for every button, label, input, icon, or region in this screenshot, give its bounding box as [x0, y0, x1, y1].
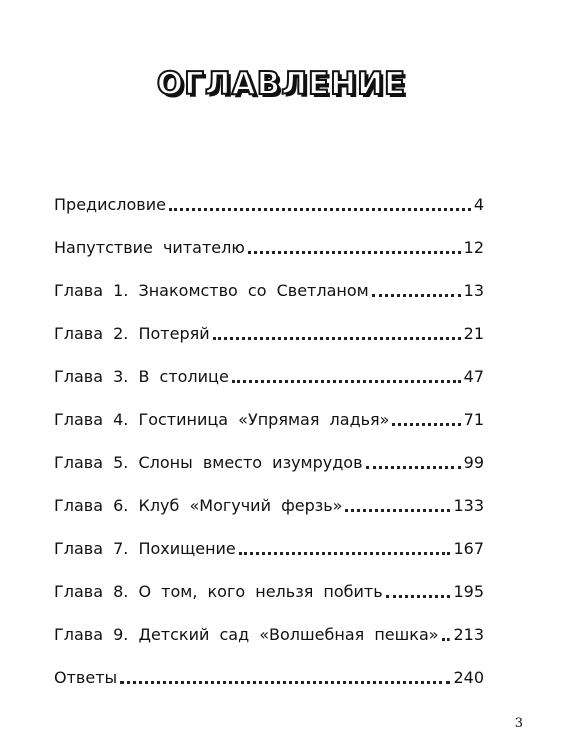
toc-entry[interactable] — [54, 559, 484, 602]
toc-entry[interactable] — [54, 172, 484, 215]
toc-entry-label: Глава 3. В столице — [54, 367, 229, 386]
table-of-contents — [54, 172, 484, 688]
toc-entry[interactable] — [54, 344, 484, 387]
page-title: ОГЛАВЛЕНИЕ — [156, 66, 407, 102]
dot-leader — [442, 628, 451, 641]
toc-entry-page: 13 — [463, 281, 484, 300]
toc-entry-page: 99 — [463, 453, 484, 472]
toc-entry[interactable] — [54, 516, 484, 559]
toc-entry-label: Напутствие читателю — [54, 238, 245, 257]
dot-leader — [248, 241, 461, 254]
toc-entry-label: Глава 7. Похищение — [54, 539, 236, 558]
toc-entry-label: Глава 5. Слоны вместо изумрудов — [54, 453, 363, 472]
toc-entry-label: Глава 2. Потеряй — [54, 324, 210, 343]
dot-leader — [386, 585, 451, 598]
dot-leader — [232, 370, 461, 383]
toc-entry-label: Глава 8. О том, кого нельзя побить — [54, 582, 383, 601]
dot-leader — [120, 671, 450, 684]
toc-entry-page: 21 — [463, 324, 484, 343]
toc-entry-page: 195 — [453, 582, 484, 601]
dot-leader — [366, 456, 461, 469]
toc-entry[interactable] — [54, 602, 484, 645]
toc-entry-label: Ответы — [54, 668, 118, 687]
page-number: 3 — [514, 716, 523, 731]
toc-entry[interactable] — [54, 387, 484, 430]
toc-entry-page: 213 — [453, 625, 484, 644]
dot-leader — [372, 284, 461, 297]
toc-entry-page: 240 — [453, 668, 484, 687]
toc-entry-label: Предисловие — [54, 195, 166, 214]
toc-entry-label: Глава 6. Клуб «Могучий ферзь» — [54, 496, 343, 515]
toc-entry-page: 167 — [453, 539, 484, 558]
toc-entry-page: 4 — [473, 195, 484, 214]
dot-leader — [345, 499, 450, 512]
toc-entry[interactable] — [54, 430, 484, 473]
toc-entry-page: 12 — [463, 238, 484, 257]
toc-entry-label: Глава 9. Детский сад «Волшебная пешка» — [54, 625, 439, 644]
toc-entry-page: 133 — [453, 496, 484, 515]
toc-entry-label: Глава 4. Гостиница «Упрямая ладья» — [54, 410, 390, 429]
dot-leader — [213, 327, 461, 340]
toc-entry[interactable] — [54, 473, 484, 516]
dot-leader — [239, 542, 451, 555]
toc-entry[interactable] — [54, 258, 484, 301]
toc-entry-label: Глава 1. Знакомство со Светланом — [54, 281, 369, 300]
toc-entry[interactable] — [54, 301, 484, 344]
toc-entry-page: 47 — [463, 367, 484, 386]
dot-leader — [169, 198, 471, 211]
toc-entry-page: 71 — [463, 410, 484, 429]
toc-entry[interactable] — [54, 215, 484, 258]
toc-entry[interactable] — [54, 645, 484, 688]
dot-leader — [392, 413, 460, 426]
